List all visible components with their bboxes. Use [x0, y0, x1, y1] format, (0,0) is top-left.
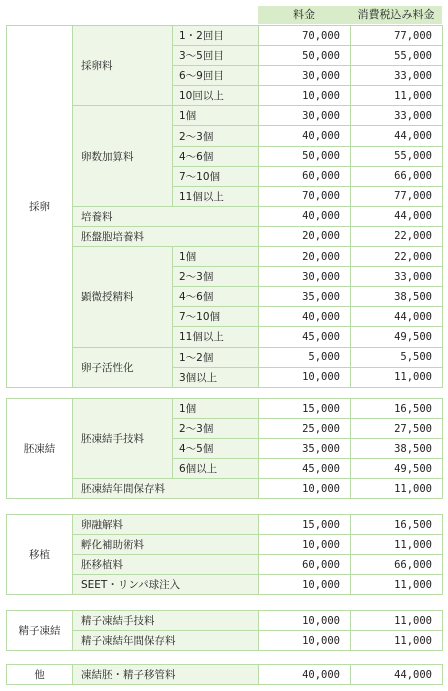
price-cell: 15,000 [259, 399, 351, 419]
price-tax-cell: 33,000 [351, 106, 443, 126]
fee-table-section [6, 25, 443, 388]
price-tax-cell: 16,500 [351, 515, 443, 535]
price-cell: 70,000 [259, 26, 351, 46]
item-cell: SEET・リンパ球注入 [73, 575, 259, 595]
price-tax-cell: 11,000 [351, 575, 443, 595]
sub-cell: 7～10個 [173, 307, 259, 327]
price-cell: 35,000 [259, 287, 351, 307]
price-tax-cell: 11,000 [351, 367, 443, 387]
sub-cell: 6個以上 [173, 459, 259, 479]
price-tax-cell: 38,500 [351, 439, 443, 459]
item-cell: 凍結胚・精子移管料 [73, 665, 259, 685]
item-cell: 採卵料 [73, 26, 173, 106]
sub-cell: 2～3個 [173, 267, 259, 287]
sub-cell: 1個 [173, 399, 259, 419]
price-tax-cell: 66,000 [351, 166, 443, 186]
item-cell: 孵化補助術料 [73, 535, 259, 555]
price-cell: 50,000 [259, 146, 351, 166]
price-tax-cell: 16,500 [351, 399, 443, 419]
price-tax-cell: 22,000 [351, 247, 443, 267]
price-tax-cell: 38,500 [351, 287, 443, 307]
fee-table-section [6, 610, 443, 651]
price-cell: 40,000 [259, 665, 351, 685]
price-cell: 10,000 [259, 367, 351, 387]
sub-cell: 4～5個 [173, 439, 259, 459]
price-tax-cell: 77,000 [351, 186, 443, 206]
item-cell: 胚盤胞培養料 [73, 226, 259, 246]
sub-cell: 7～10個 [173, 166, 259, 186]
table-row [7, 226, 443, 246]
category-cell: 他 [7, 665, 73, 685]
price-cell: 70,000 [259, 186, 351, 206]
price-tax-cell: 44,000 [351, 206, 443, 226]
item-cell: 胚凍結年間保存料 [73, 479, 259, 499]
price-tax-cell: 11,000 [351, 535, 443, 555]
table-row [7, 399, 443, 419]
price-tax-cell: 33,000 [351, 267, 443, 287]
category-cell: 胚凍結 [7, 399, 73, 499]
price-tax-cell: 77,000 [351, 26, 443, 46]
price-tax-cell: 11,000 [351, 479, 443, 499]
table-row [7, 555, 443, 575]
category-cell: 採卵 [7, 26, 73, 388]
price-tax-cell: 11,000 [351, 611, 443, 631]
price-tax-cell: 49,500 [351, 327, 443, 347]
price-cell: 10,000 [259, 479, 351, 499]
price-tax-cell: 27,500 [351, 419, 443, 439]
price-cell: 10,000 [259, 611, 351, 631]
sub-cell: 11個以上 [173, 327, 259, 347]
table-row [7, 206, 443, 226]
sub-cell: 1個 [173, 106, 259, 126]
sub-cell: 2～3個 [173, 419, 259, 439]
sub-cell: 11個以上 [173, 186, 259, 206]
item-cell: 胚移植料 [73, 555, 259, 575]
price-cell: 30,000 [259, 66, 351, 86]
price-tax-cell: 44,000 [351, 307, 443, 327]
price-tax-cell: 55,000 [351, 146, 443, 166]
price-cell: 10,000 [259, 86, 351, 106]
price-cell: 40,000 [259, 206, 351, 226]
header-price-tax: 消費税込み料金 [350, 6, 442, 24]
table-row [7, 479, 443, 499]
price-cell: 50,000 [259, 46, 351, 66]
price-cell: 45,000 [259, 327, 351, 347]
sub-cell: 1～2個 [173, 347, 259, 367]
price-cell: 60,000 [259, 555, 351, 575]
fee-table-section [6, 514, 443, 595]
sub-cell: 4～6個 [173, 146, 259, 166]
sub-cell: 1個 [173, 247, 259, 267]
sub-cell: 10回以上 [173, 86, 259, 106]
header-price: 料金 [258, 6, 350, 24]
price-tax-cell: 5,500 [351, 347, 443, 367]
sub-cell: 6～9回目 [173, 66, 259, 86]
price-cell: 30,000 [259, 267, 351, 287]
table-row [7, 26, 443, 46]
price-tax-cell: 22,000 [351, 226, 443, 246]
price-tax-cell: 44,000 [351, 126, 443, 146]
table-row [7, 106, 443, 126]
item-cell: 精子凍結手技料 [73, 611, 259, 631]
category-cell: 移植 [7, 515, 73, 595]
price-cell: 45,000 [259, 459, 351, 479]
fee-table-section [6, 398, 443, 499]
item-cell: 胚凍結手技料 [73, 399, 173, 479]
sub-cell: 3～5回目 [173, 46, 259, 66]
price-tax-cell: 66,000 [351, 555, 443, 575]
table-row [7, 535, 443, 555]
table-row [7, 631, 443, 651]
price-cell: 10,000 [259, 631, 351, 651]
sub-cell: 4～6個 [173, 287, 259, 307]
price-cell: 25,000 [259, 419, 351, 439]
price-cell: 20,000 [259, 247, 351, 267]
sub-cell: 1・2回目 [173, 26, 259, 46]
category-cell: 精子凍結 [7, 611, 73, 651]
price-tax-cell: 33,000 [351, 66, 443, 86]
sub-cell: 3個以上 [173, 367, 259, 387]
price-tax-cell: 49,500 [351, 459, 443, 479]
item-cell: 培養料 [73, 206, 259, 226]
price-cell: 20,000 [259, 226, 351, 246]
item-cell: 卵子活性化 [73, 347, 173, 387]
price-tax-cell: 11,000 [351, 86, 443, 106]
price-cell: 10,000 [259, 575, 351, 595]
sub-cell: 2～3個 [173, 126, 259, 146]
price-tax-cell: 44,000 [351, 665, 443, 685]
price-tax-cell: 11,000 [351, 631, 443, 651]
price-tax-cell: 55,000 [351, 46, 443, 66]
price-cell: 40,000 [259, 307, 351, 327]
price-cell: 15,000 [259, 515, 351, 535]
price-cell: 10,000 [259, 535, 351, 555]
table-row [7, 575, 443, 595]
item-cell: 卵融解料 [73, 515, 259, 535]
price-cell: 30,000 [259, 106, 351, 126]
price-cell: 5,000 [259, 347, 351, 367]
item-cell: 精子凍結年間保存料 [73, 631, 259, 651]
fee-table-section [6, 664, 443, 685]
item-cell: 顕微授精料 [73, 247, 173, 347]
price-cell: 35,000 [259, 439, 351, 459]
table-row [7, 611, 443, 631]
price-cell: 60,000 [259, 166, 351, 186]
table-row [7, 665, 443, 685]
item-cell: 卵数加算料 [73, 106, 173, 206]
table-row [7, 515, 443, 535]
table-row [7, 247, 443, 267]
price-cell: 40,000 [259, 126, 351, 146]
table-row [7, 347, 443, 367]
